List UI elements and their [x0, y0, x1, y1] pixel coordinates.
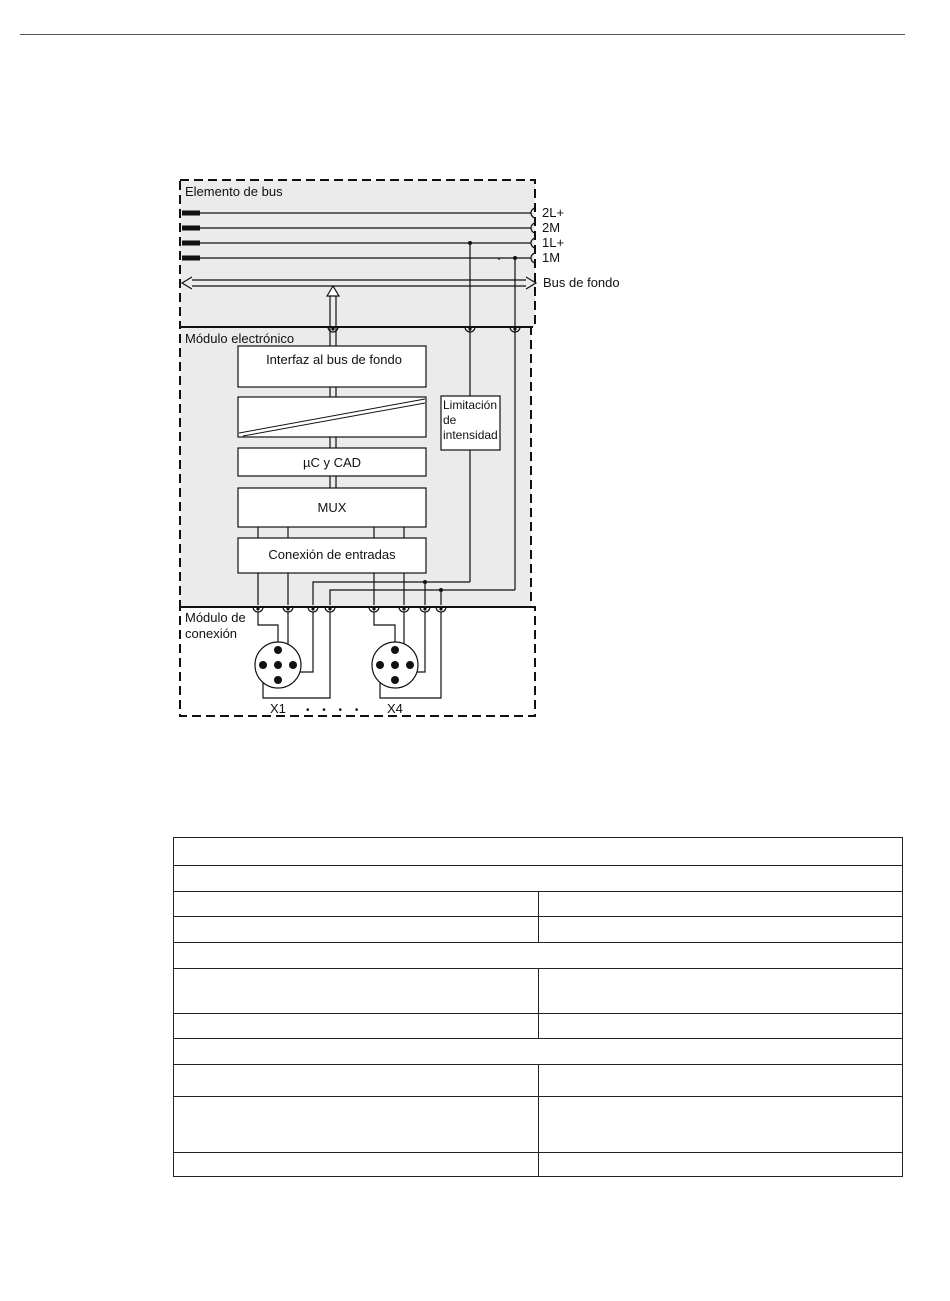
bus-interface-label: Interfaz al bus de fondo — [266, 352, 402, 367]
current-limit-label-2: de — [443, 413, 457, 427]
table-cell — [538, 917, 903, 943]
connector-x1 — [255, 642, 301, 688]
terminal-1M-label: 1M — [542, 250, 561, 265]
bus-element-area — [180, 180, 535, 327]
connector-ellipsis: • • • • — [306, 705, 364, 716]
connection-module-label-line2: conexión — [185, 626, 238, 641]
current-limit-label-3: intensidad — [443, 428, 498, 442]
table-cell — [174, 1097, 539, 1153]
connector-x4 — [372, 642, 418, 688]
uc-adc-label: µC y CAD — [302, 455, 362, 470]
table-cell — [538, 1153, 903, 1177]
table-row — [174, 866, 903, 892]
table-row — [174, 917, 903, 943]
connector-x4-label: X4 — [387, 701, 403, 716]
terminal-2L-label: 2L+ — [542, 205, 565, 220]
spec-table — [173, 837, 903, 1177]
table-cell — [174, 892, 539, 917]
table-cell — [538, 892, 903, 917]
table-row — [174, 1039, 903, 1065]
table-cell — [174, 866, 903, 892]
table-cell — [174, 943, 903, 969]
table-cell — [174, 1039, 903, 1065]
mux-label: MUX — [317, 500, 347, 515]
table-cell — [538, 1065, 903, 1097]
table-cell — [538, 1097, 903, 1153]
table-row — [174, 1153, 903, 1177]
bus-element-label: Elemento de bus — [185, 184, 283, 199]
table-cell — [174, 1014, 539, 1039]
table-row — [174, 892, 903, 917]
converter-block — [238, 397, 426, 437]
table-cell — [538, 969, 903, 1014]
terminal-2M-label: 2M — [542, 220, 561, 235]
table-cell — [538, 1014, 903, 1039]
input-connection-label: Conexión de entradas — [268, 547, 396, 562]
connection-module-label-line1: Módulo de — [185, 610, 246, 625]
table-row — [174, 1097, 903, 1153]
table-row — [174, 943, 903, 969]
table-cell — [174, 969, 539, 1014]
current-limit-label-1: Limitación — [443, 398, 498, 412]
connector-x1-label: X1 — [270, 701, 286, 716]
table-row — [174, 1014, 903, 1039]
table-cell — [174, 917, 539, 943]
table-cell — [174, 1065, 539, 1097]
electronic-module-label: Módulo electrónico — [185, 331, 295, 346]
table-row — [174, 969, 903, 1014]
table-row — [174, 1065, 903, 1097]
table-cell — [174, 1153, 539, 1177]
table-cell — [174, 838, 903, 866]
terminal-1L-label: 1L+ — [542, 235, 565, 250]
backplane-bus-label: Bus de fondo — [543, 275, 620, 290]
table-row — [174, 838, 903, 866]
